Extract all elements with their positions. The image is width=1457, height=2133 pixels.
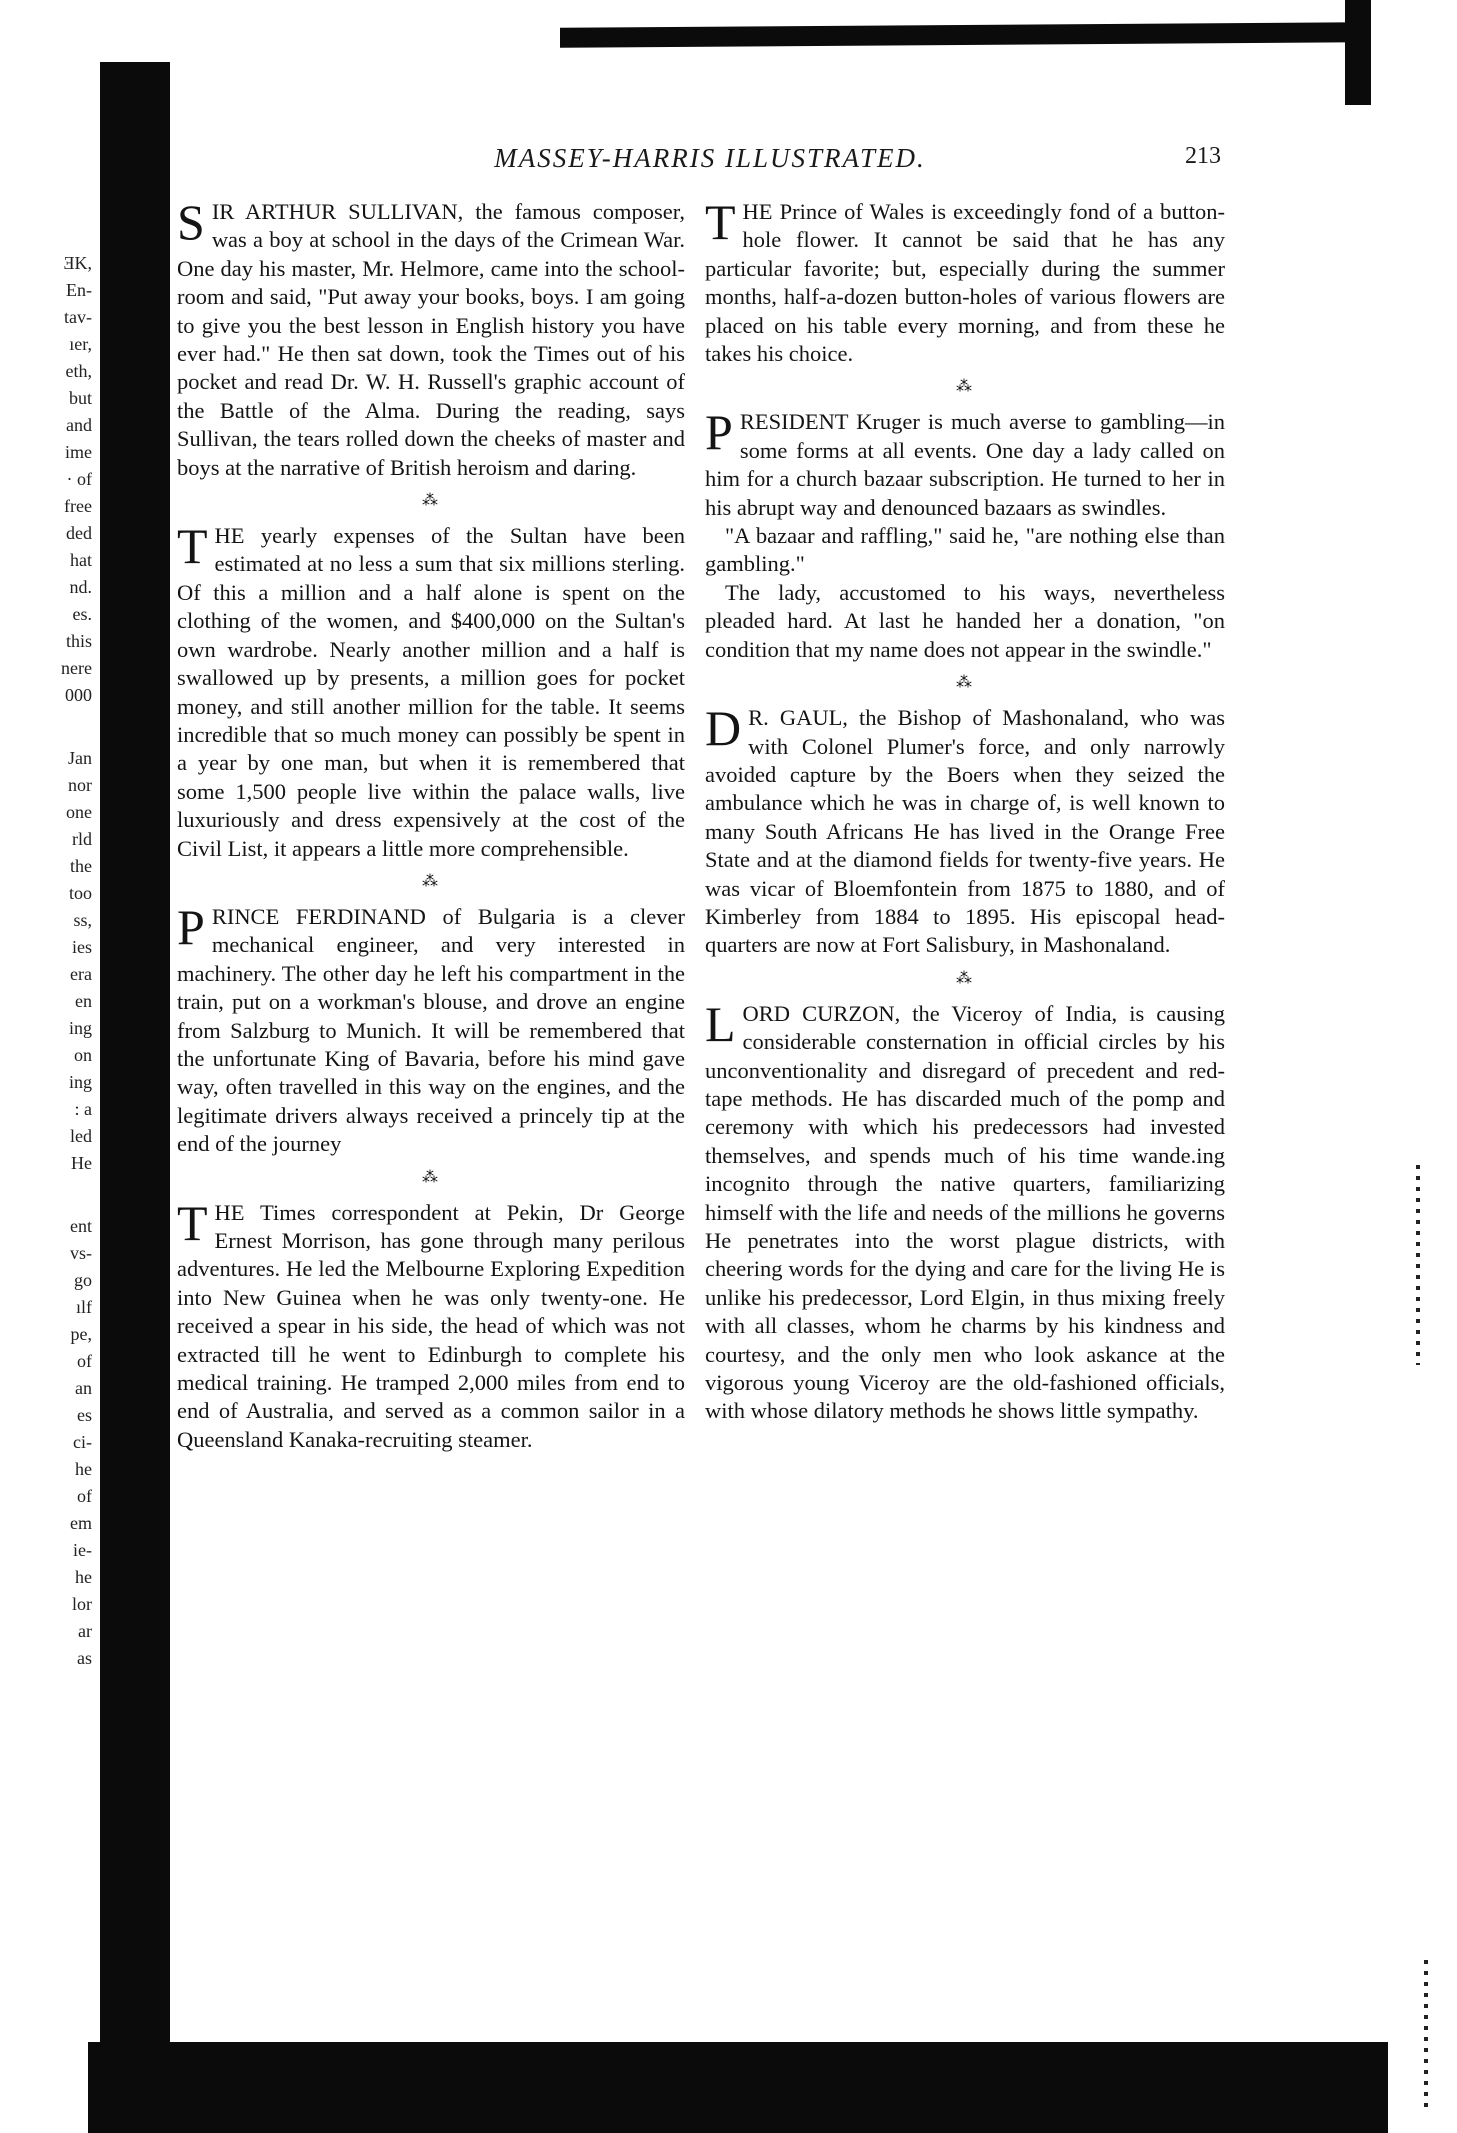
margin-fragment: ar	[78, 1621, 92, 1641]
asterism-separator: ⁂	[422, 492, 440, 510]
margin-fragment: · of	[66, 469, 92, 489]
asterism-separator: ⁂	[422, 872, 440, 890]
margin-fragment: ss,	[73, 910, 92, 930]
margin-fragment: Jan	[68, 748, 92, 768]
margin-fragment: too	[68, 883, 92, 903]
margin-fragment: pe,	[70, 1324, 92, 1344]
drop-cap: T	[177, 1194, 208, 1251]
margin-fragment: an	[75, 1378, 92, 1398]
margin-fragment: one	[66, 802, 92, 822]
article-gaul	[705, 700, 1225, 960]
asterism-separator: ⁂	[956, 969, 974, 987]
margin-fragment: em	[70, 1513, 92, 1533]
scan-streak	[1416, 1165, 1420, 1365]
margin-fragment: vs-	[70, 1243, 92, 1263]
margin-fragment: era	[70, 964, 92, 984]
article-text: HE Times correspondent at Pekin, Dr George Ernest Morrison, has gone through many perilous adventures. He led the Melbourne Exploring Expedition into New Guinea when he was only twenty-one. He received a spear in his side, the head of which was not extracted till he went to Edinburgh to complete his medical training. He tramped 2,000 miles from end to end of Australia, and served as a common sailor in a Queensland Kanaka-recruiting steamer.	[177, 1199, 685, 1452]
drop-cap: T	[177, 518, 208, 575]
margin-fragment: go	[74, 1270, 92, 1290]
facing-page-fragments	[0, 250, 92, 1672]
scan-border-top	[560, 22, 1360, 48]
margin-fragment: ent	[70, 1216, 92, 1236]
margin-fragment: ime	[65, 442, 92, 462]
margin-fragment: eth,	[65, 361, 92, 381]
article-text: The lady, accustomed to his ways, nevertheless pleaded hard. At last he handed her a donation, "on condition that my name does not appear in the swindle."	[705, 579, 1225, 662]
margin-fragment: ded	[66, 523, 92, 543]
margin-fragment: es.	[72, 604, 92, 624]
asterism-separator: ⁂	[956, 378, 974, 396]
article-times-pekin	[177, 1194, 685, 1455]
margin-fragment: En-	[66, 280, 92, 300]
article-text: RINCE FERDINAND of Bulgaria is a clever mechanical engineer, and very interested in machinery. The other day he left his compartment in the train, put on a workman's blouse, and drove an engine from Salzburg to Munich. It will be remembered that the unfortunate King of Bavaria, before his mind gave way, often travelled in this way on the engines, and the legitimate drivers always received a princely tip at the end of the journey	[177, 903, 685, 1157]
drop-cap: P	[705, 404, 733, 461]
margin-fragment: but	[68, 388, 92, 408]
margin-fragment: ies	[72, 937, 92, 957]
page-number: 213	[1185, 143, 1221, 169]
margin-fragment: nere	[61, 658, 92, 678]
drop-cap: S	[177, 194, 205, 250]
margin-fragment: ılf	[76, 1297, 92, 1317]
column-left	[177, 194, 685, 1454]
drop-cap: T	[705, 194, 736, 250]
margin-fragment: en	[75, 991, 92, 1011]
scan-border-bottom	[88, 2042, 1388, 2133]
article-kruger	[705, 404, 1225, 664]
margin-fragment: ıer,	[69, 334, 92, 354]
scan-streak	[1424, 1960, 1428, 2110]
asterism-separator: ⁂	[422, 1168, 440, 1186]
margin-fragment: of	[77, 1351, 92, 1371]
margin-fragment: He	[71, 1153, 92, 1173]
margin-fragment: es	[77, 1405, 92, 1425]
margin-fragment: tav-	[64, 307, 92, 327]
article-sullivan	[177, 194, 685, 482]
article-sultan	[177, 518, 685, 863]
drop-cap: P	[177, 898, 205, 955]
margin-fragment: hat	[70, 550, 92, 570]
running-head: MASSEY-HARRIS ILLUSTRATED.	[494, 143, 926, 173]
drop-cap: D	[705, 700, 742, 757]
asterism-separator: ⁂	[956, 674, 974, 692]
column-right	[705, 194, 1225, 1426]
article-text: ORD CURZON, the Viceroy of India, is causing considerable consternation in official circles by his unconventionality and disregard of precedent and red-tape methods. He has discarded much of the pomp and ceremony with which his predecessors had invested themselves, and spends much of his time wande.ing incognito through the native quarters, familiarizing himself with the life and needs of the millions he governs He penetrates into the worst plague districts, with cheering words for the dying and care for the living He is unlike his predecessor, Lord Elgin, in thus mixing freely with all classes, whom he charms by his kindness and courtesy, and the only men who look askance at the vigorous young Viceroy are the old-fashioned officials, with whose dilatory methods he shows little sympathy.	[705, 1000, 1225, 1424]
margin-fragment: ing	[68, 1018, 92, 1038]
margin-fragment: and	[66, 415, 92, 435]
article-ferdinand	[177, 898, 685, 1159]
margin-fragment: he	[75, 1459, 92, 1479]
margin-fragment: on	[74, 1045, 92, 1065]
margin-fragment: ie-	[73, 1540, 92, 1560]
margin-fragment: he	[75, 1567, 92, 1587]
margin-fragment: 000	[65, 685, 92, 705]
margin-fragment: ƎK,	[63, 253, 92, 273]
margin-fragment: nor	[68, 775, 92, 795]
article-text: R. GAUL, the Bishop of Mashonaland, who was with Colonel Plumer's force, and only narrowly avoided capture by the Boers when they seized the ambulance which he was in charge of, is well known to many South Africans He has lived in the Orange Free State and at the diamond fields for twenty-five years. He was vicar of Bloemfontein from 1875 to 1880, and of Kimberley from 1884 to 1895. His episcopal head-quarters are now at Fort Salisbury, in Mashonaland.	[705, 705, 1225, 958]
article-text: RESIDENT Kruger is much averse to gambling—in some forms at all events. One day a lady called on him for a church bazaar subscription. He turned to her in his abrupt way and denounced bazaars as swindles.	[705, 409, 1225, 520]
margin-fragment: nd.	[69, 577, 92, 597]
margin-fragment: of	[77, 1486, 92, 1506]
scan-border-left	[100, 62, 170, 2122]
article-text: HE yearly expenses of the Sultan have been estimated at no less a sum that six millions sterling. Of this a million and a half alone is spent on the clothing of the women, and $400,000 on the Sultan's own wardrobe. Nearly another million and a half is swallowed up by presents, a million goes for pocket money, and still another million for the table. It seems incredible that so much money can possibly be spent in a year by one man, but when it is remembered that some 1,500 people live within the palace walls, live luxuriously and dress expensively at the cost of the Civil List, it appears a little more comprehensible.	[177, 523, 685, 861]
article-curzon	[705, 995, 1225, 1426]
article-text: "A bazaar and raffling," said he, "are nothing else than gambling."	[705, 523, 1225, 577]
margin-fragment: led	[70, 1126, 92, 1146]
scan-border-top-right	[1345, 0, 1371, 105]
margin-fragment: the	[70, 856, 92, 876]
margin-fragment: this	[65, 631, 92, 651]
margin-fragment: free	[64, 496, 92, 516]
article-text: HE Prince of Wales is exceedingly fond of a button-hole flower. It cannot be said that he has any particular favorite; but, especially during the summer months, half-a-dozen button-holes of various flowers are placed on his table every morning, and from these he takes his choice.	[705, 199, 1225, 367]
article-text: IR ARTHUR SULLIVAN, the famous composer, was a boy at school in the days of the Crimean War. One day his master, Mr. Helmore, came into the school-room and said, "Put away your books, boys. I am going to give you the best lesson in English history you have ever had." He then sat down, took the Times out of his pocket and read Dr. W. H. Russell's graphic account of the Battle of the Alma. During the reading, says Sullivan, the tears rolled down the cheeks of master and boys at the narrative of British heroism and daring.	[177, 199, 685, 480]
margin-fragment: lor	[72, 1594, 92, 1614]
margin-fragment: ing	[68, 1072, 92, 1092]
margin-fragment: ci-	[73, 1432, 92, 1452]
margin-fragment: rld	[72, 829, 92, 849]
margin-fragment: as	[77, 1648, 92, 1668]
drop-cap: L	[705, 995, 736, 1052]
margin-fragment: : a	[74, 1099, 92, 1119]
article-prince-of-wales	[705, 194, 1225, 368]
